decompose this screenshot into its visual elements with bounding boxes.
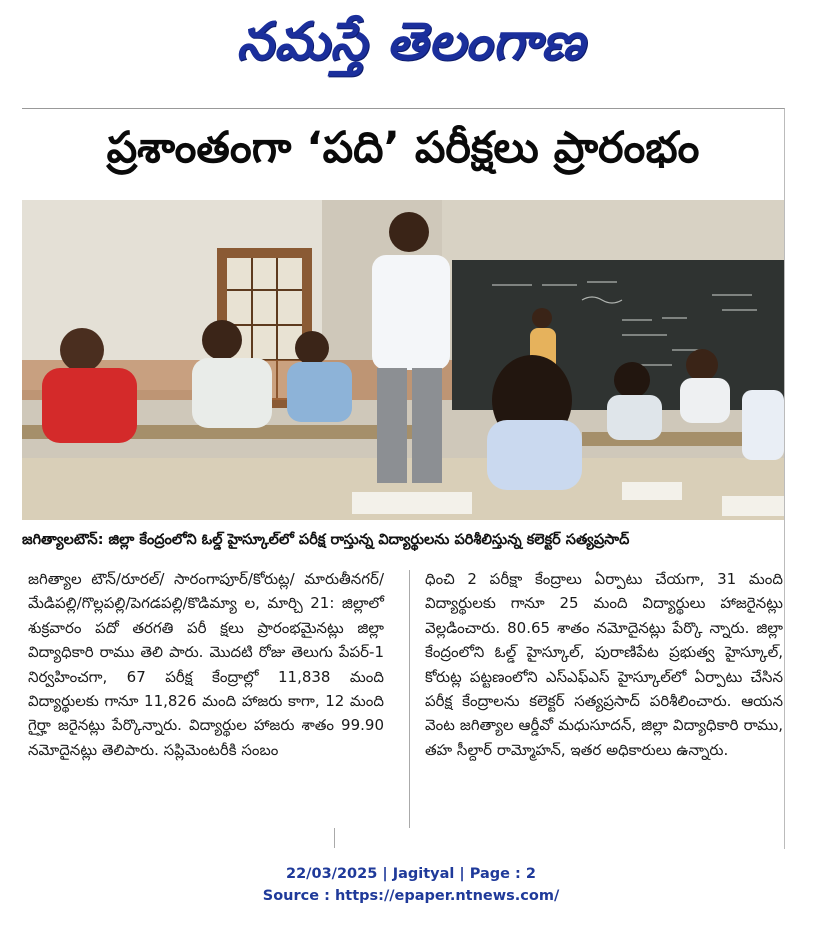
footer-date-edition: 22/03/2025 | Jagityal | Page : 2 [286,866,536,882]
footer-source: Source : https://epaper.ntnews.com/ [262,888,560,904]
article-headline: ప్రశాంతంగా ‘పది’ పరీక్షలు ప్రారంభం [106,123,700,173]
article-paragraph: ధించి 2 పరీక్షా కేంద్రాలు ఏర్పాటు చేయగా, 31 మంది విద్యార్థులకు గానూ 25 మంది విద్యార్థులు హాజరైనట్లు వెల్లడించారు. 80.65 శాతం నమోదైనట్లు పేర్కొ న్నారు. జిల్లా కేంద్రంలోని ఓల్డ్ హైస్కూల్, పురాణిపేట ప్రభుత్వ హైస్కూల్, కోరుట్ల పట్టణంలోని ఎస్‌ఎఫ్‌ఎస్ హైస్కూల్‌లో ఏర్పాటు చేసిన పరీక్ష కేంద్రాలను కలెక్టర్ సత్యప్రసాద్ పరిశీలించారు. ఆయన వెంట జగిత్యాల ఆర్డీవో మధుసూదన్, జిల్లా విద్యాధికారి రాము, తహ సీల్దార్ రామ్మోహన్, ఇతర అధికారులు ఉన్నారు. [425,570,783,759]
article-paragraph: జగిత్యాల టౌన్/రూరల్/ సారంగాపూర్/కోరుట్ల/ మారుతీనగర్/మేడిపల్లి/గొల్లపల్లి/పెగడపల్లి/కొడిమ్యా ల, మార్చి 21: జిల్లాలో శుక్రవారం పదో తరగతి పరీ క్షలు ప్రారంభమైనట్లు జిల్లా విద్యాధికారి రాము తెలి పారు. మొదటి రోజు తెలుగు పేపర్-1 నిర్వహించగా, 67 పరీక్ష కేంద్రాల్లో 11,838 మంది విద్యార్థులకు గానూ 11,826 మంది హాజరు కాగా, 12 మంది గైర్హా జరైనట్లు పేర్కొన్నారు. విద్యార్థుల హాజరు శాతం 99.90 నమోదైనట్లు తెలిపారు. సప్లిమెంటరీకి సంబం [28,570,384,759]
article-body-left-column [28,567,384,762]
classroom-exam-photo [22,200,784,520]
article-body-right-column [425,567,783,762]
newspaper-masthead [0,6,822,78]
photo-caption: జగిత్యాలటౌన్: జిల్లా కేంద్రంలోని ఓల్డ్ హైస్కూల్‌లో పరీక్ష రాస్తున్న విద్యార్థులను పరిశీలిస్తున్న కలెక్టర్ సత్యప్రసాద్ [22,532,630,548]
column-divider [409,570,410,828]
column-divider-lower [334,828,335,848]
masthead-title: నమస్తే తెలంగాణ [236,12,586,72]
article-photo [22,200,784,520]
